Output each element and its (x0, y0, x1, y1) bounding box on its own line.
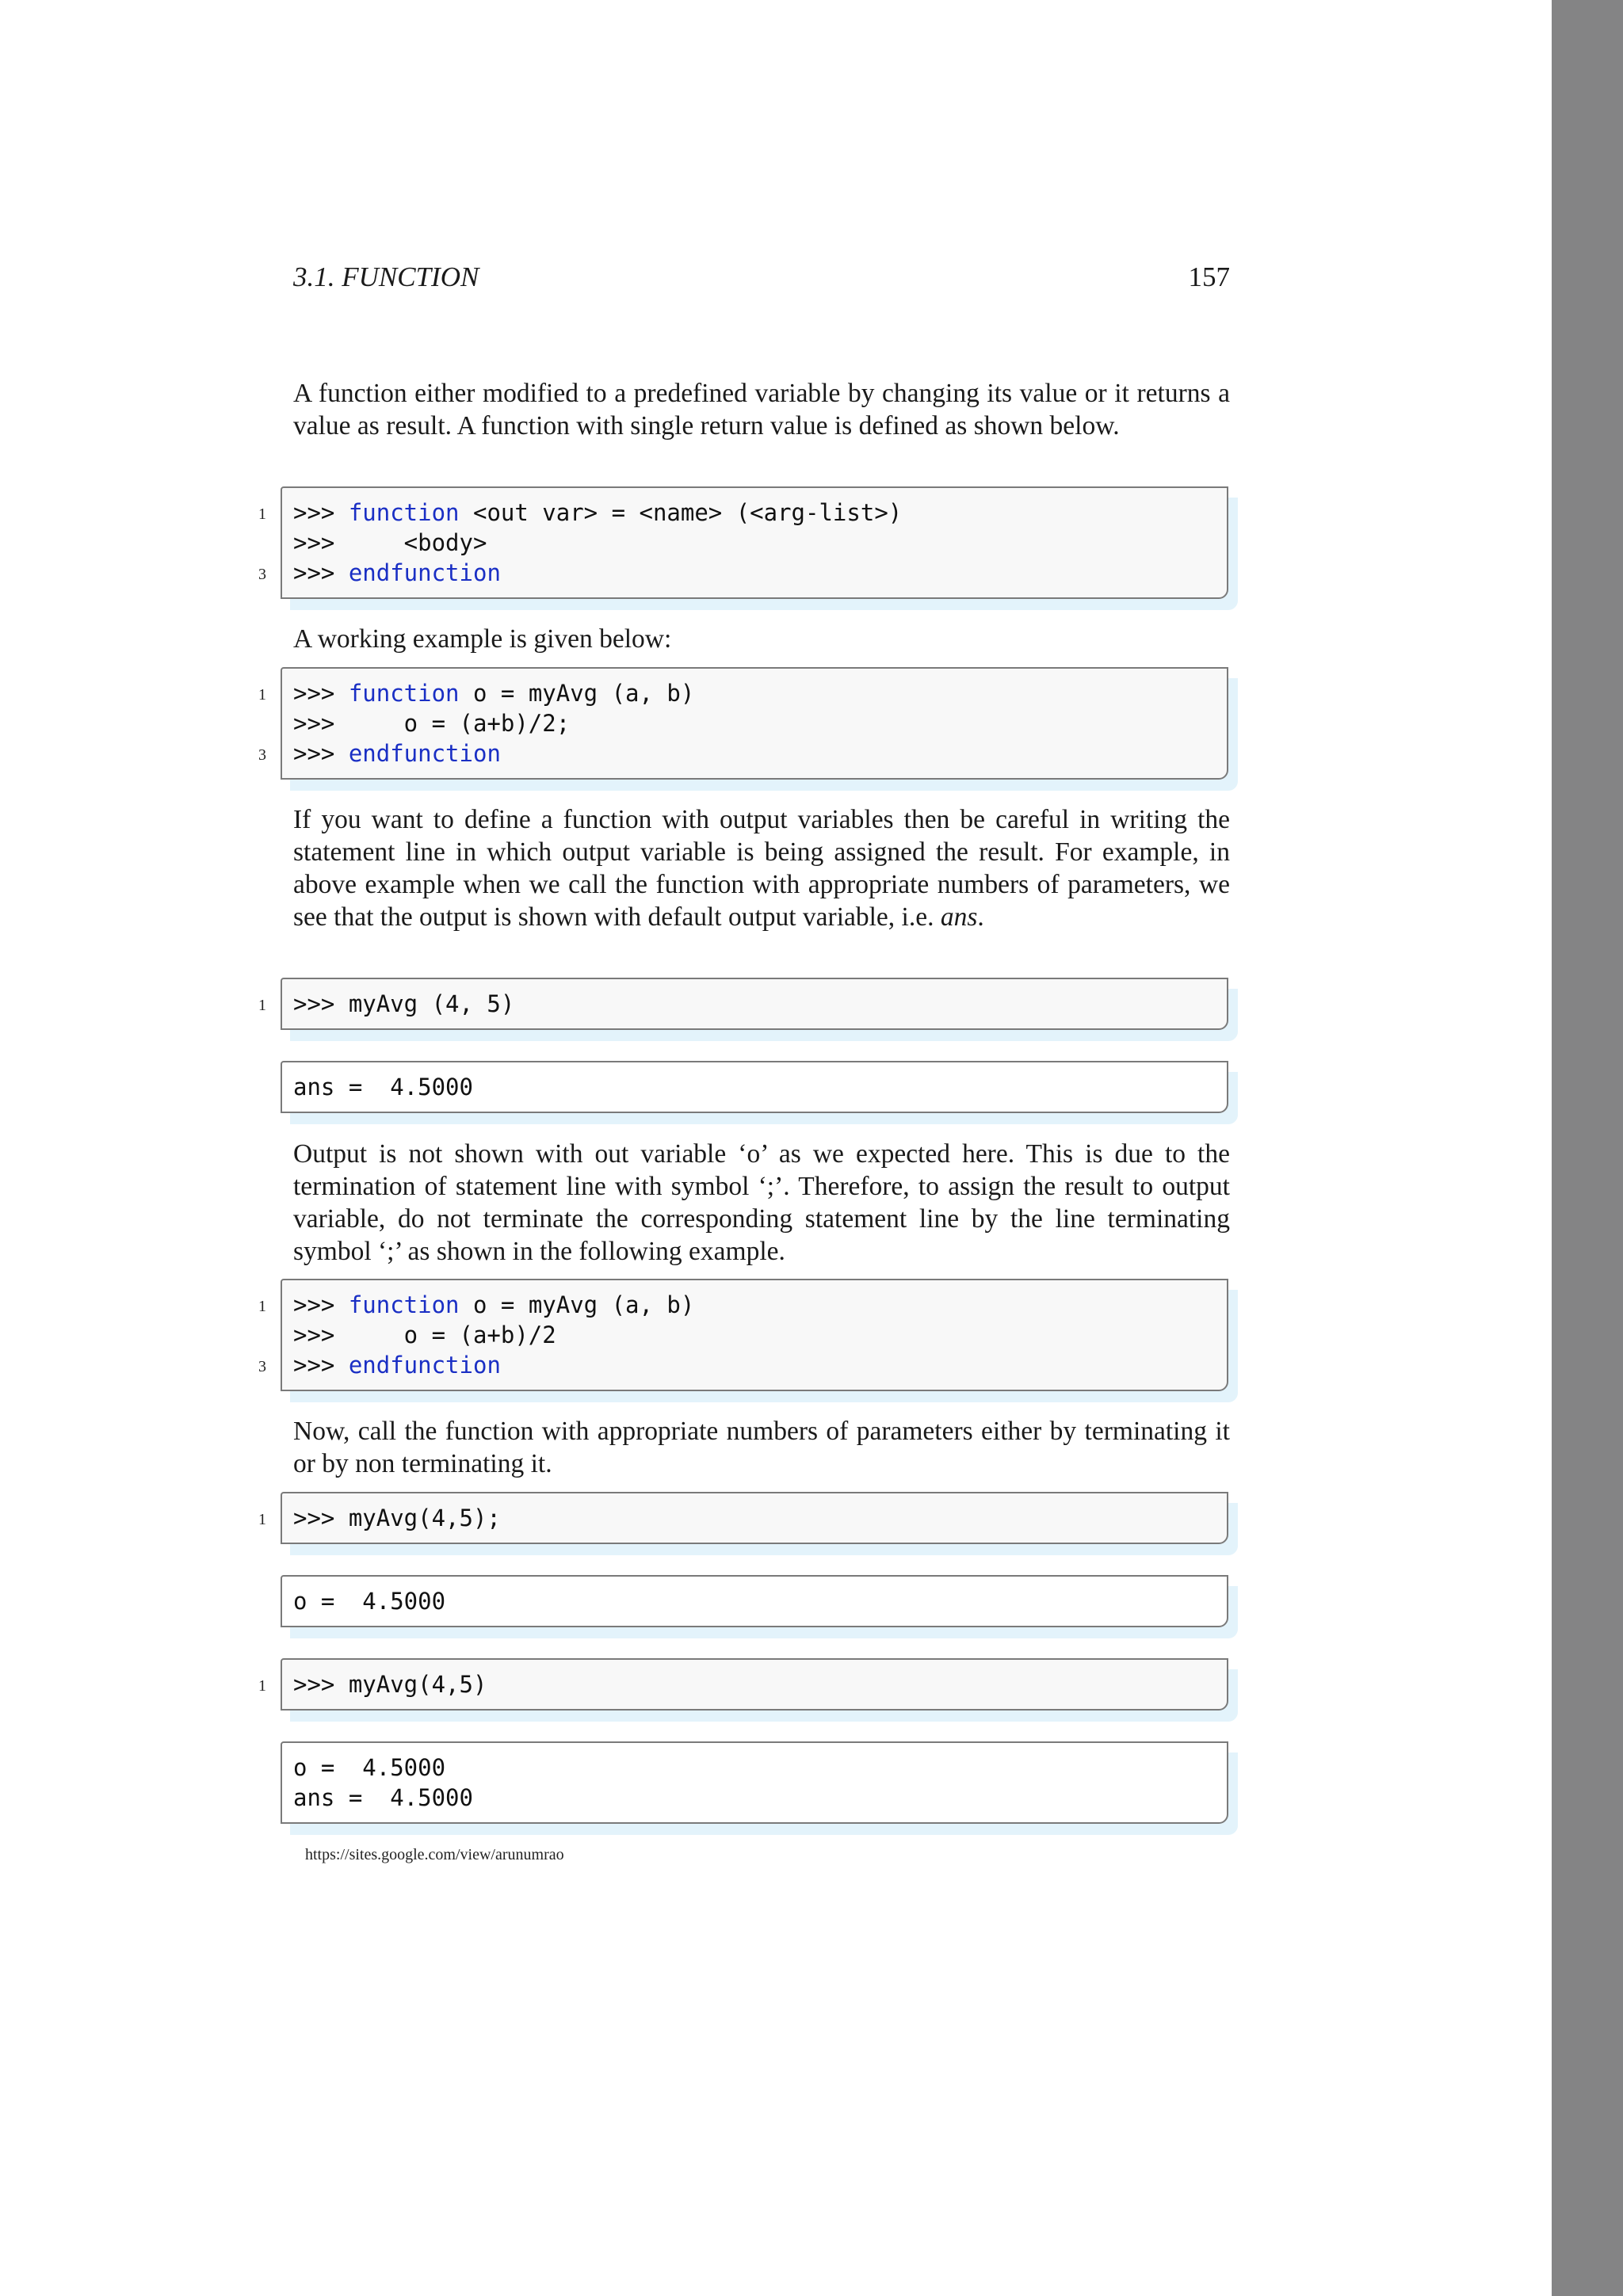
code-line (258, 558, 1227, 588)
output-line (282, 1753, 1227, 1783)
prompt: >>> (293, 559, 349, 586)
output-block (281, 1061, 1228, 1113)
paragraph-span: If you want to define a function with output variables then be careful in writing the statement line in which output variable is being assigned the result. For example, in above example when we call the function with appropriate numbers of parameters, we see that the output is shown with default output variable, i.e. (293, 805, 1230, 932)
code-line (258, 1290, 1227, 1320)
code-text: >>> o = (a+b)/2; (293, 710, 571, 737)
line-number: 3 (258, 566, 266, 583)
paragraph-text: A working example is given below: (293, 624, 672, 654)
code-line (258, 498, 1227, 528)
line-number: 1 (258, 686, 266, 704)
line-number: 3 (258, 746, 266, 764)
code-text: >>> o = (a+b)/2 (293, 1322, 556, 1348)
footer-url: https://sites.google.com/view/arunumrao (305, 1846, 564, 1863)
code-block-example (258, 667, 1228, 780)
code-text: o = myAvg (a, b) (459, 1291, 695, 1318)
keyword: function (348, 499, 460, 526)
output-line (282, 1072, 1227, 1102)
code-block-call-unterminated (258, 1658, 1228, 1711)
output-block (281, 1575, 1228, 1627)
document-page (258, 0, 1230, 2296)
code-line (282, 528, 1227, 558)
scrollbar[interactable] (1552, 0, 1623, 2296)
line-number: 3 (258, 1358, 266, 1375)
section-title: 3.1. FUNCTION (293, 261, 479, 292)
output-text: o = 4.5000 (293, 1588, 446, 1615)
line-number: 1 (258, 1677, 266, 1695)
paragraph-text: Output is not shown with out variable ‘o’ as we expected here. This is due to the termination of statement line with symbol ‘;’. Therefore, to assign the result to output variable, do not terminate the corresponding statement line by the line terminating symbol ‘;’ as shown in the following example. (293, 1139, 1230, 1266)
prompt: >>> (293, 680, 349, 707)
code-text: >>> myAvg (4, 5) (293, 990, 515, 1017)
line-number: 1 (258, 997, 266, 1014)
output-text: ans = 4.5000 (293, 1074, 473, 1100)
keyword: function (348, 680, 460, 707)
code-text: o = myAvg (a, b) (459, 680, 695, 707)
output-line (282, 1586, 1227, 1616)
line-number: 1 (258, 1298, 266, 1315)
page-number: 157 (1188, 261, 1230, 292)
paragraph-working-example (293, 623, 1230, 655)
output-text: ans = 4.5000 (293, 1784, 473, 1811)
output-text: o = 4.5000 (293, 1754, 446, 1781)
code-text: <out var> = <name> (<arg-list>) (459, 499, 903, 526)
code-line (258, 1669, 1227, 1699)
prompt: >>> (293, 1352, 349, 1379)
code-block-call-terminated (258, 1492, 1228, 1544)
code-line (258, 738, 1227, 769)
prompt: >>> (293, 740, 349, 767)
code-text: >>> myAvg(4,5); (293, 1505, 501, 1531)
keyword: endfunction (348, 740, 501, 767)
paragraph-call-function (293, 1415, 1230, 1480)
keyword: function (348, 1291, 460, 1318)
keyword: endfunction (348, 1352, 501, 1379)
code-line (258, 678, 1227, 708)
paragraph-text (293, 803, 1230, 933)
code-block-no-semicolon (258, 1279, 1228, 1391)
output-line (282, 1783, 1227, 1813)
paragraph-intro (293, 377, 1230, 442)
code-text: >>> <body> (293, 529, 487, 556)
running-header (293, 261, 1230, 299)
code-block-syntax (258, 486, 1228, 599)
paragraph-span: . (977, 902, 984, 932)
paragraph-output-variables (293, 803, 1230, 933)
prompt: >>> (293, 499, 349, 526)
keyword: endfunction (348, 559, 501, 586)
code-line (282, 708, 1227, 738)
output-block (281, 1741, 1228, 1824)
code-line (258, 989, 1227, 1019)
prompt: >>> (293, 1291, 349, 1318)
paragraph-termination (293, 1138, 1230, 1268)
code-line (282, 1320, 1227, 1350)
code-line (258, 1503, 1227, 1533)
code-text: >>> myAvg(4,5) (293, 1671, 487, 1698)
paragraph-text: Now, call the function with appropriate numbers of parameters either by terminating it or by non terminating it. (293, 1417, 1230, 1478)
code-line (258, 1350, 1227, 1380)
line-number: 1 (258, 505, 266, 523)
line-number: 1 (258, 1511, 266, 1528)
paragraph-text: A function either modified to a predefined variable by changing its value or it returns a value as result. A function with single return value is defined as shown below. (293, 379, 1230, 441)
code-block-call (258, 978, 1228, 1030)
italic-term: ans (940, 902, 978, 932)
